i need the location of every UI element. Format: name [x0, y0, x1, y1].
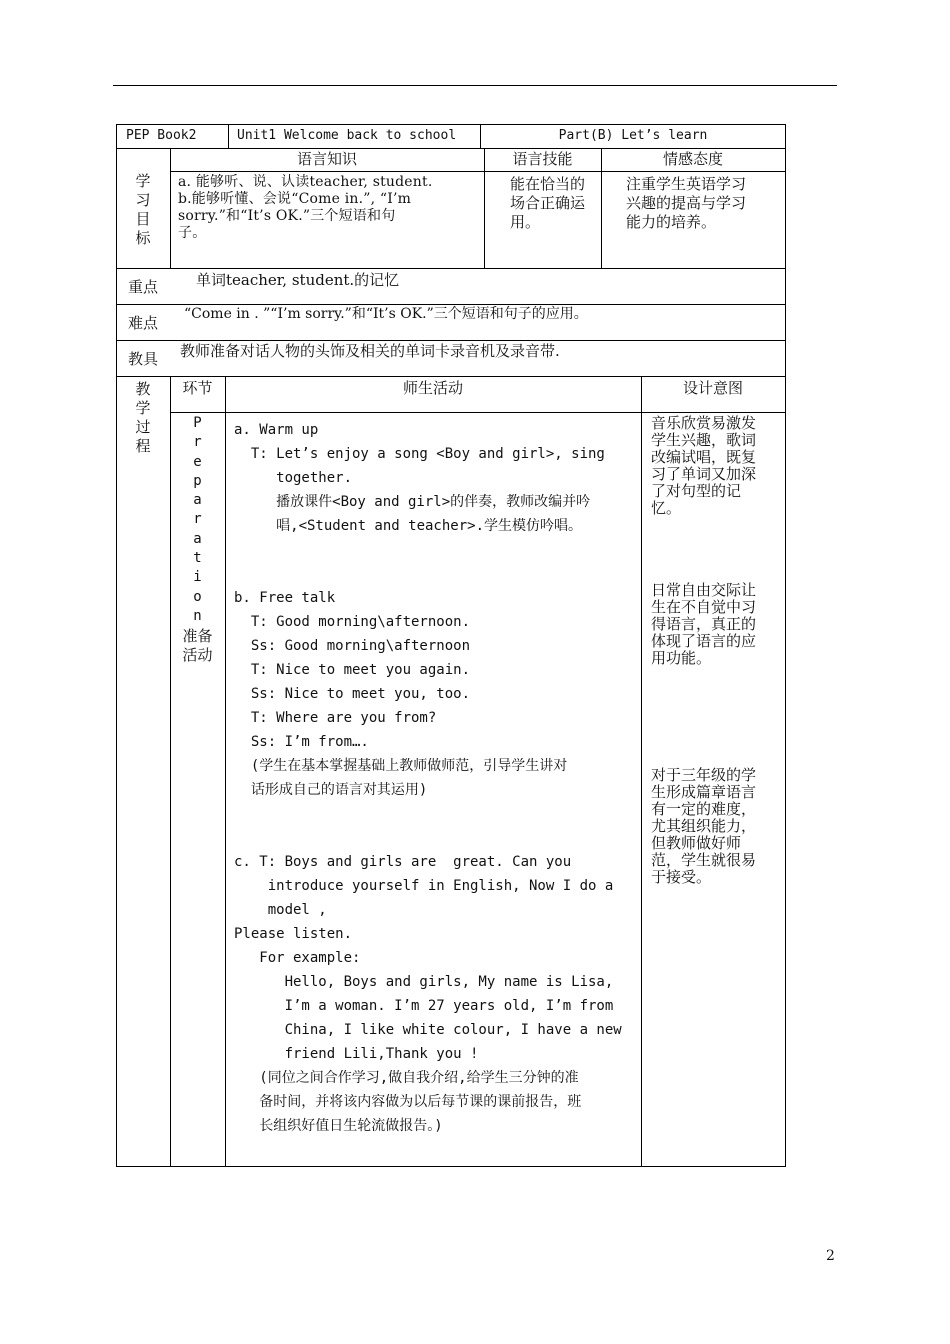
- intent-header: 设计意图: [682, 379, 743, 397]
- stage-letter: t: [193, 550, 202, 567]
- intent-1: 音乐欣赏易激发 学生兴趣，歌词 改编试唱，既复 习了单词又加深 了对句型的记 忆。: [651, 414, 757, 517]
- activity-line: 话形成自己的语言对其运用): [234, 782, 428, 798]
- stage-letter: n: [193, 607, 202, 624]
- activity-line: China, I like white colour, I have a new: [234, 1022, 622, 1038]
- difficulty-label: 难点: [127, 314, 158, 332]
- emotion-header: 情感态度: [662, 150, 723, 168]
- activity-line: [234, 802, 638, 826]
- activity-line: a. Warm up: [234, 422, 319, 438]
- stage-letter: e: [193, 453, 202, 470]
- header-rule: [113, 85, 837, 86]
- part-cell: Part(B) Let’s learn: [558, 128, 708, 143]
- stage-letter: r: [193, 511, 202, 528]
- activity-line: friend Lili,Thank you !: [234, 1046, 479, 1062]
- activity-line: Ss: I’m from….: [234, 734, 369, 750]
- stage-letter: p: [193, 472, 202, 489]
- activity-line: 唱,<Student and teacher>.学生模仿吟唱。: [234, 518, 583, 534]
- activity-line: T: Good morning\afternoon.: [234, 614, 471, 630]
- activity-list: [234, 418, 638, 1138]
- activity-line: 长组织好值日生轮流做报告。): [234, 1118, 443, 1134]
- activity-line: Ss: Good morning\afternoon: [234, 638, 471, 654]
- key-point-label: 重点: [127, 278, 158, 296]
- activity-line: 备时间，并将该内容做为以后每节课的课前报告，班: [234, 1094, 582, 1110]
- activity-line: T: Nice to meet you again.: [234, 662, 471, 678]
- activity-line: I’m a woman. I’m 27 years old, I’m from: [234, 998, 614, 1014]
- intent-2: 日常自由交际让 生在不自觉中习 得语言，真正的 体现了语言的应 用功能。: [651, 581, 757, 667]
- activity-line: (学生在基本掌握基础上教师做师范，引导学生讲对: [234, 758, 568, 774]
- activity-line: [234, 562, 638, 586]
- tools-text: 教师准备对话人物的头饰及相关的单词卡录音机及录音带.: [180, 342, 560, 360]
- activity-line: (同位之间合作学习,做自我介绍,给学生三分钟的准: [234, 1070, 579, 1086]
- activity-line: introduce yourself in English, Now I do a: [234, 878, 614, 894]
- stage-letter: P: [193, 415, 202, 431]
- activity-line: T: Where are you from?: [234, 710, 437, 726]
- activity-line: Ss: Nice to meet you, too.: [234, 686, 471, 702]
- objectives-label: 学 习 目 标: [135, 172, 151, 247]
- stage-name-vertical: [170, 414, 225, 626]
- knowledge-text: a. 能够听、说、认读teacher, student. b.能够听懂、会说“Come in.”, “I’m sorry.”和“It’s OK.”三个短语和句 子。: [178, 174, 433, 241]
- page-number: 2: [826, 1248, 835, 1264]
- activity-header: 师生活动: [402, 379, 463, 397]
- stage-header: 环节: [182, 379, 213, 397]
- activity-line: [234, 826, 638, 850]
- activity-line: b. Free talk: [234, 590, 336, 606]
- process-label: 教 学 过 程: [135, 380, 151, 455]
- stage-letter: o: [193, 588, 202, 605]
- stage-letter: i: [193, 569, 202, 586]
- stage-letter: a: [193, 530, 202, 547]
- skill-text: 能在恰当的 场合正确运 用。: [510, 175, 586, 231]
- knowledge-header: 语言知识: [296, 150, 357, 168]
- activity-line: model ,: [234, 902, 327, 918]
- activity-line: 播放课件<Boy and girl>的伴奏，教师改编并吟: [234, 494, 591, 510]
- skill-header: 语言技能: [512, 150, 573, 168]
- key-point-text: 单词teacher, student.的记忆: [196, 271, 400, 289]
- activity-line: For example:: [234, 950, 361, 966]
- tools-label: 教具: [127, 350, 158, 368]
- stage-name-cn: 准备 活动: [182, 627, 213, 664]
- stage-letter: r: [193, 434, 202, 451]
- difficulty-text: “Come in . ”“I’m sorry.”和“It’s OK.”三个短语和句子的应用。: [184, 306, 588, 322]
- activity-line: Hello, Boys and girls, My name is Lisa,: [234, 974, 614, 990]
- activity-line: [234, 538, 638, 562]
- activity-line: Please listen.: [234, 926, 353, 942]
- book-cell: PEP Book2: [126, 128, 197, 143]
- activity-line: c. T: Boys and girls are great. Can you: [234, 854, 572, 870]
- activity-line: T: Let’s enjoy a song <Boy and girl>, sing: [234, 446, 605, 462]
- unit-cell: Unit1 Welcome back to school: [237, 128, 457, 143]
- stage-letter: a: [193, 492, 202, 509]
- emotion-text: 注重学生英语学习 兴趣的提高与学习 能力的培养。: [626, 175, 747, 231]
- intent-3: 对于三年级的学 生形成篇章语言 有一定的难度， 尤其组织能力， 但教师做好师 范，学生就很易 于接受。: [651, 766, 757, 886]
- activity-line: together.: [234, 470, 353, 486]
